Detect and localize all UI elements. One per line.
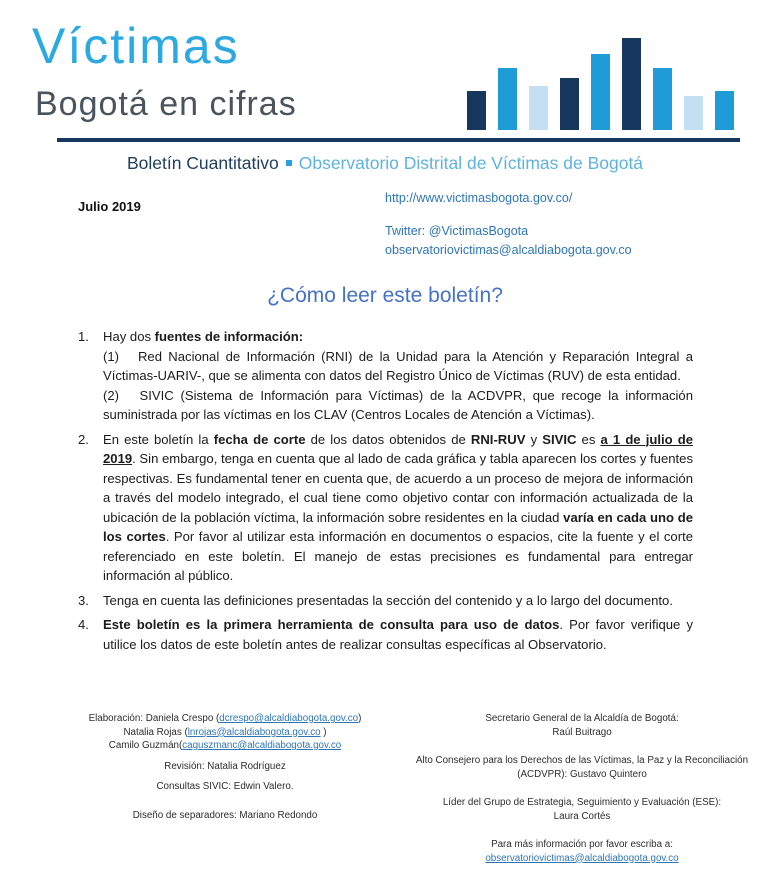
list-item-content <box>103 615 693 654</box>
text-run: RNI-RUV <box>470 431 526 447</box>
text-run: Raúl Buitrago <box>552 726 612 738</box>
text-run: . Por favor verifique y utilice los datos de este boletín antes de realizar consultas específicas al Observatorio. <box>103 617 693 652</box>
square-bullet-icon <box>286 160 292 166</box>
text-run: varía en cada uno de los cortes <box>103 509 693 544</box>
list-paragraph <box>103 327 693 347</box>
list-item-content <box>103 327 693 425</box>
logo-bar <box>684 96 703 130</box>
list-paragraph <box>103 591 693 611</box>
list-item-2 <box>78 430 693 586</box>
credits-line <box>58 712 392 726</box>
section-title: ¿Cómo leer este boletín? <box>267 284 503 307</box>
logo-bar <box>591 54 610 130</box>
credits-group <box>58 809 392 823</box>
text-run: Diseño de separadores: Mariano Redondo <box>132 809 318 821</box>
text-run: Secretario General de la Alcaldía de Bogotá: <box>485 713 679 724</box>
email-link[interactable]: lnrojas@alcaldiabogota.gov.co <box>187 726 321 738</box>
credits-line <box>404 712 760 726</box>
credits-line <box>404 796 760 810</box>
list-item-number: 1. <box>78 329 89 344</box>
how-to-list <box>78 327 693 659</box>
credits-group <box>404 712 760 739</box>
text-run: . Sin embargo, tenga en cuenta que al lado de cada gráfica y tabla aparecen los cortes y fuentes respectivas. Es fundamental tener en cuenta que, de acuerdo a un proceso de mejora de información a través del modelo integrado, el cual tiene como objetivo contar con información actualizada de la ubicación de la población víctima, la información sobre residentes en la ciudad <box>103 451 693 525</box>
text-run: es <box>576 431 601 447</box>
credits-group <box>58 760 392 774</box>
logo-bar <box>653 68 672 130</box>
issue-date: Julio 2019 <box>78 199 141 214</box>
credits-group <box>404 838 760 865</box>
credits-left <box>58 712 392 829</box>
text-run: . Por favor al utilizar esta información en documentos o espacios, cite la fuente y el corte referenciado en este boletín. El manejo de estas precisiones es fundamental para entregar información al público. <box>103 529 693 583</box>
list-item-number: 3. <box>78 592 89 608</box>
list-paragraph <box>103 430 693 586</box>
website-link[interactable]: http://www.victimasbogota.gov.co/ <box>385 191 573 205</box>
logo-bar <box>715 91 734 130</box>
credits-line <box>58 809 392 823</box>
list-item-number: 4. <box>78 617 89 632</box>
credits-line <box>404 810 760 824</box>
text-run: Este boletín es la primera herramienta de consulta para uso de datos <box>103 617 560 632</box>
tagline <box>0 151 770 175</box>
list-paragraph <box>103 615 693 654</box>
logo-bar <box>529 86 548 130</box>
credits-line <box>404 852 760 866</box>
tagline-bulletin-type: Boletín Cuantitativo <box>126 153 279 173</box>
text-run: y <box>525 431 543 447</box>
list-item-3 <box>78 591 693 611</box>
email-link[interactable]: caguszmanc@alcaldiabogota.gov.co <box>182 740 342 751</box>
logo-title: Víctimas <box>32 18 240 74</box>
credits-group <box>58 712 392 753</box>
text-run: Para más información por favor escriba a: <box>491 839 673 850</box>
contact-email-link[interactable]: observatoriovictimas@alcaldiabogota.gov.co <box>385 243 632 257</box>
tagline-observatory: Observatorio Distrital de Víctimas de Bogotá <box>298 153 644 173</box>
list-paragraph <box>103 386 693 425</box>
credits-line <box>58 780 392 794</box>
text-run: Elaboración: Daniela Crespo ( <box>88 713 220 724</box>
credits-line <box>58 726 392 740</box>
text-run: ) <box>358 713 362 724</box>
text-run: ) <box>320 726 327 738</box>
text-run: fuentes de información: <box>154 329 304 344</box>
list-paragraph <box>103 347 693 386</box>
text-run: SIVIC <box>542 431 577 447</box>
contact-block <box>385 189 632 260</box>
text-run: Consultas SIVIC: Edwin Valero. <box>156 781 294 792</box>
text-run: (2) SIVIC (Sistema de Información para Víctimas) de la ACDVPR, que recoge la información suministrada por las víctimas en los CLAV (Centros Locales de Atención a Víctimas). <box>103 387 693 422</box>
credits-line <box>58 760 392 774</box>
text-run: (1) Red Nacional de Información (RNI) de la Unidad para la Atención y Reparación Integral a Víctimas-UARIV-, que se alimenta con datos del Registro Único de Víctimas (RUV) de esta entidad. <box>103 348 693 383</box>
list-item-4 <box>78 615 693 654</box>
logo-bar <box>560 78 579 130</box>
text-run: fecha de corte <box>213 431 306 447</box>
text-run: de los datos obtenidos de <box>305 431 471 447</box>
logo-subtitle: Bogotá en cifras <box>35 85 297 123</box>
list-item-content <box>103 430 693 586</box>
list-item-content <box>103 591 693 611</box>
credits-group <box>404 754 760 781</box>
twitter-link[interactable]: Twitter: @VictimasBogota <box>385 224 529 238</box>
credits-line <box>58 739 392 753</box>
email-link[interactable]: observatoriovictimas@alcaldiabogota.gov.co <box>485 852 679 864</box>
text-run: Alto Consejero para los Derechos de las Víctimas, la Paz y la Reconciliación (ACDVPR): Gustavo Quintero <box>415 755 749 780</box>
text-run: Tenga en cuenta las definiciones presentadas la sección del contenido y a lo largo del documento. <box>103 592 673 608</box>
text-run: En este boletín la <box>103 431 214 447</box>
logo-bar <box>498 68 517 130</box>
text-run: Hay dos <box>103 329 155 344</box>
credits-right <box>404 712 760 880</box>
text-run: Laura Cortés <box>553 810 611 822</box>
logo-bar <box>467 91 486 130</box>
email-link[interactable]: dcrespo@alcaldiabogota.gov.co <box>219 713 359 724</box>
credits-group <box>58 780 392 794</box>
bar-chart-logo-icon <box>467 38 734 130</box>
text-run: Líder del Grupo de Estrategia, Seguimiento y Evaluación (ESE): <box>442 797 722 808</box>
text-run: a 1 de julio de 2019 <box>103 431 694 466</box>
credits-group <box>404 796 760 823</box>
header-divider <box>57 138 740 142</box>
list-item-number: 2. <box>78 431 89 447</box>
text-run: Revisión: Natalia Rodríguez <box>164 760 286 772</box>
list-item-1 <box>78 327 693 425</box>
credits-line <box>404 754 760 781</box>
credits-line <box>404 726 760 740</box>
text-run: Natalia Rojas ( <box>123 726 188 738</box>
credits-line <box>404 838 760 852</box>
logo-bar <box>622 38 641 130</box>
text-run: Camilo Guzmán( <box>108 740 183 751</box>
